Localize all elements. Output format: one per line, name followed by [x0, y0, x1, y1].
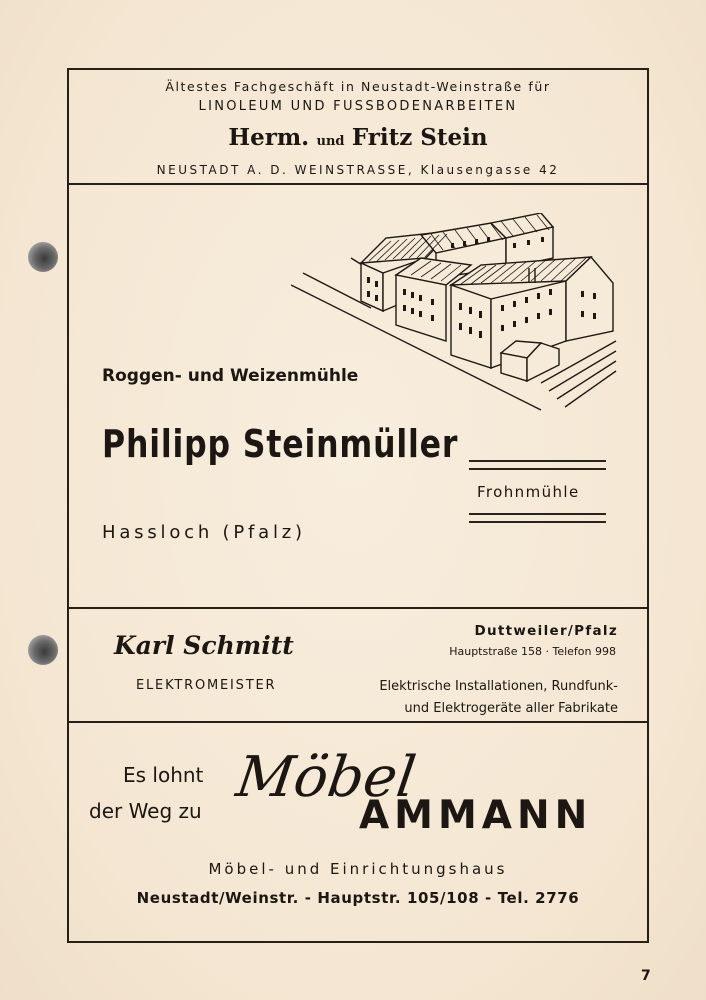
- stein-company-name: [69, 124, 647, 151]
- mill-rule-top-1: [469, 460, 606, 462]
- stein-name-und: und: [316, 134, 345, 149]
- ad-steinmueller: [67, 183, 649, 609]
- schmitt-city: Duttweiler/Pfalz: [474, 623, 618, 639]
- mill-rule-bottom-2: [469, 521, 606, 523]
- ammann-name: AMMANN: [359, 793, 593, 838]
- schmitt-services-line1: Elektrische Installationen, Rundfunk-: [379, 679, 618, 694]
- stein-line1: Ältestes Fachgeschäft in Neustadt-Weinstraße für: [165, 79, 551, 94]
- stein-line2: LINOLEUM UND FUSSBODENARBEITEN: [198, 99, 518, 114]
- ad-ammann: [67, 721, 649, 943]
- ammann-slogan-line2: der Weg zu: [89, 799, 202, 823]
- schmitt-name: Karl Schmitt: [114, 631, 294, 660]
- stein-name-herm: Herm.: [228, 124, 310, 151]
- ad-schmitt: [67, 607, 649, 723]
- page-number: 7: [641, 968, 651, 984]
- schmitt-title: ELEKTROMEISTER: [136, 678, 277, 693]
- schmitt-street-phone: Hauptstraße 158 · Telefon 998: [449, 645, 616, 658]
- punch-hole-bottom: [28, 635, 58, 665]
- stein-name-fritz: Fritz Stein: [351, 124, 488, 151]
- steinmueller-kicker: Roggen- und Weizenmühle: [102, 366, 359, 386]
- mill-rule-top-2: [469, 468, 606, 470]
- ad-stein: [67, 68, 649, 185]
- steinmueller-name: Philipp Steinmüller: [102, 422, 459, 466]
- ammann-script-word: Möbel: [232, 745, 420, 810]
- punch-hole-top: [28, 242, 58, 272]
- steinmueller-mill: Frohnmühle: [477, 483, 580, 501]
- ammann-contact: Neustadt/Weinstr. - Hauptstr. 105/108 - Tel. 2776: [136, 889, 580, 907]
- stein-address: NEUSTADT A. D. WEINSTRASSE, Klausengasse 42: [156, 163, 560, 177]
- ammann-subtitle: Möbel- und Einrichtungshaus: [208, 860, 508, 878]
- steinmueller-place: Hassloch (Pfalz): [102, 522, 306, 543]
- mill-rule-bottom-1: [469, 513, 606, 515]
- ammann-slogan-line1: Es lohnt: [123, 763, 204, 787]
- schmitt-services-line2: und Elektrogeräte aller Fabrikate: [404, 701, 618, 716]
